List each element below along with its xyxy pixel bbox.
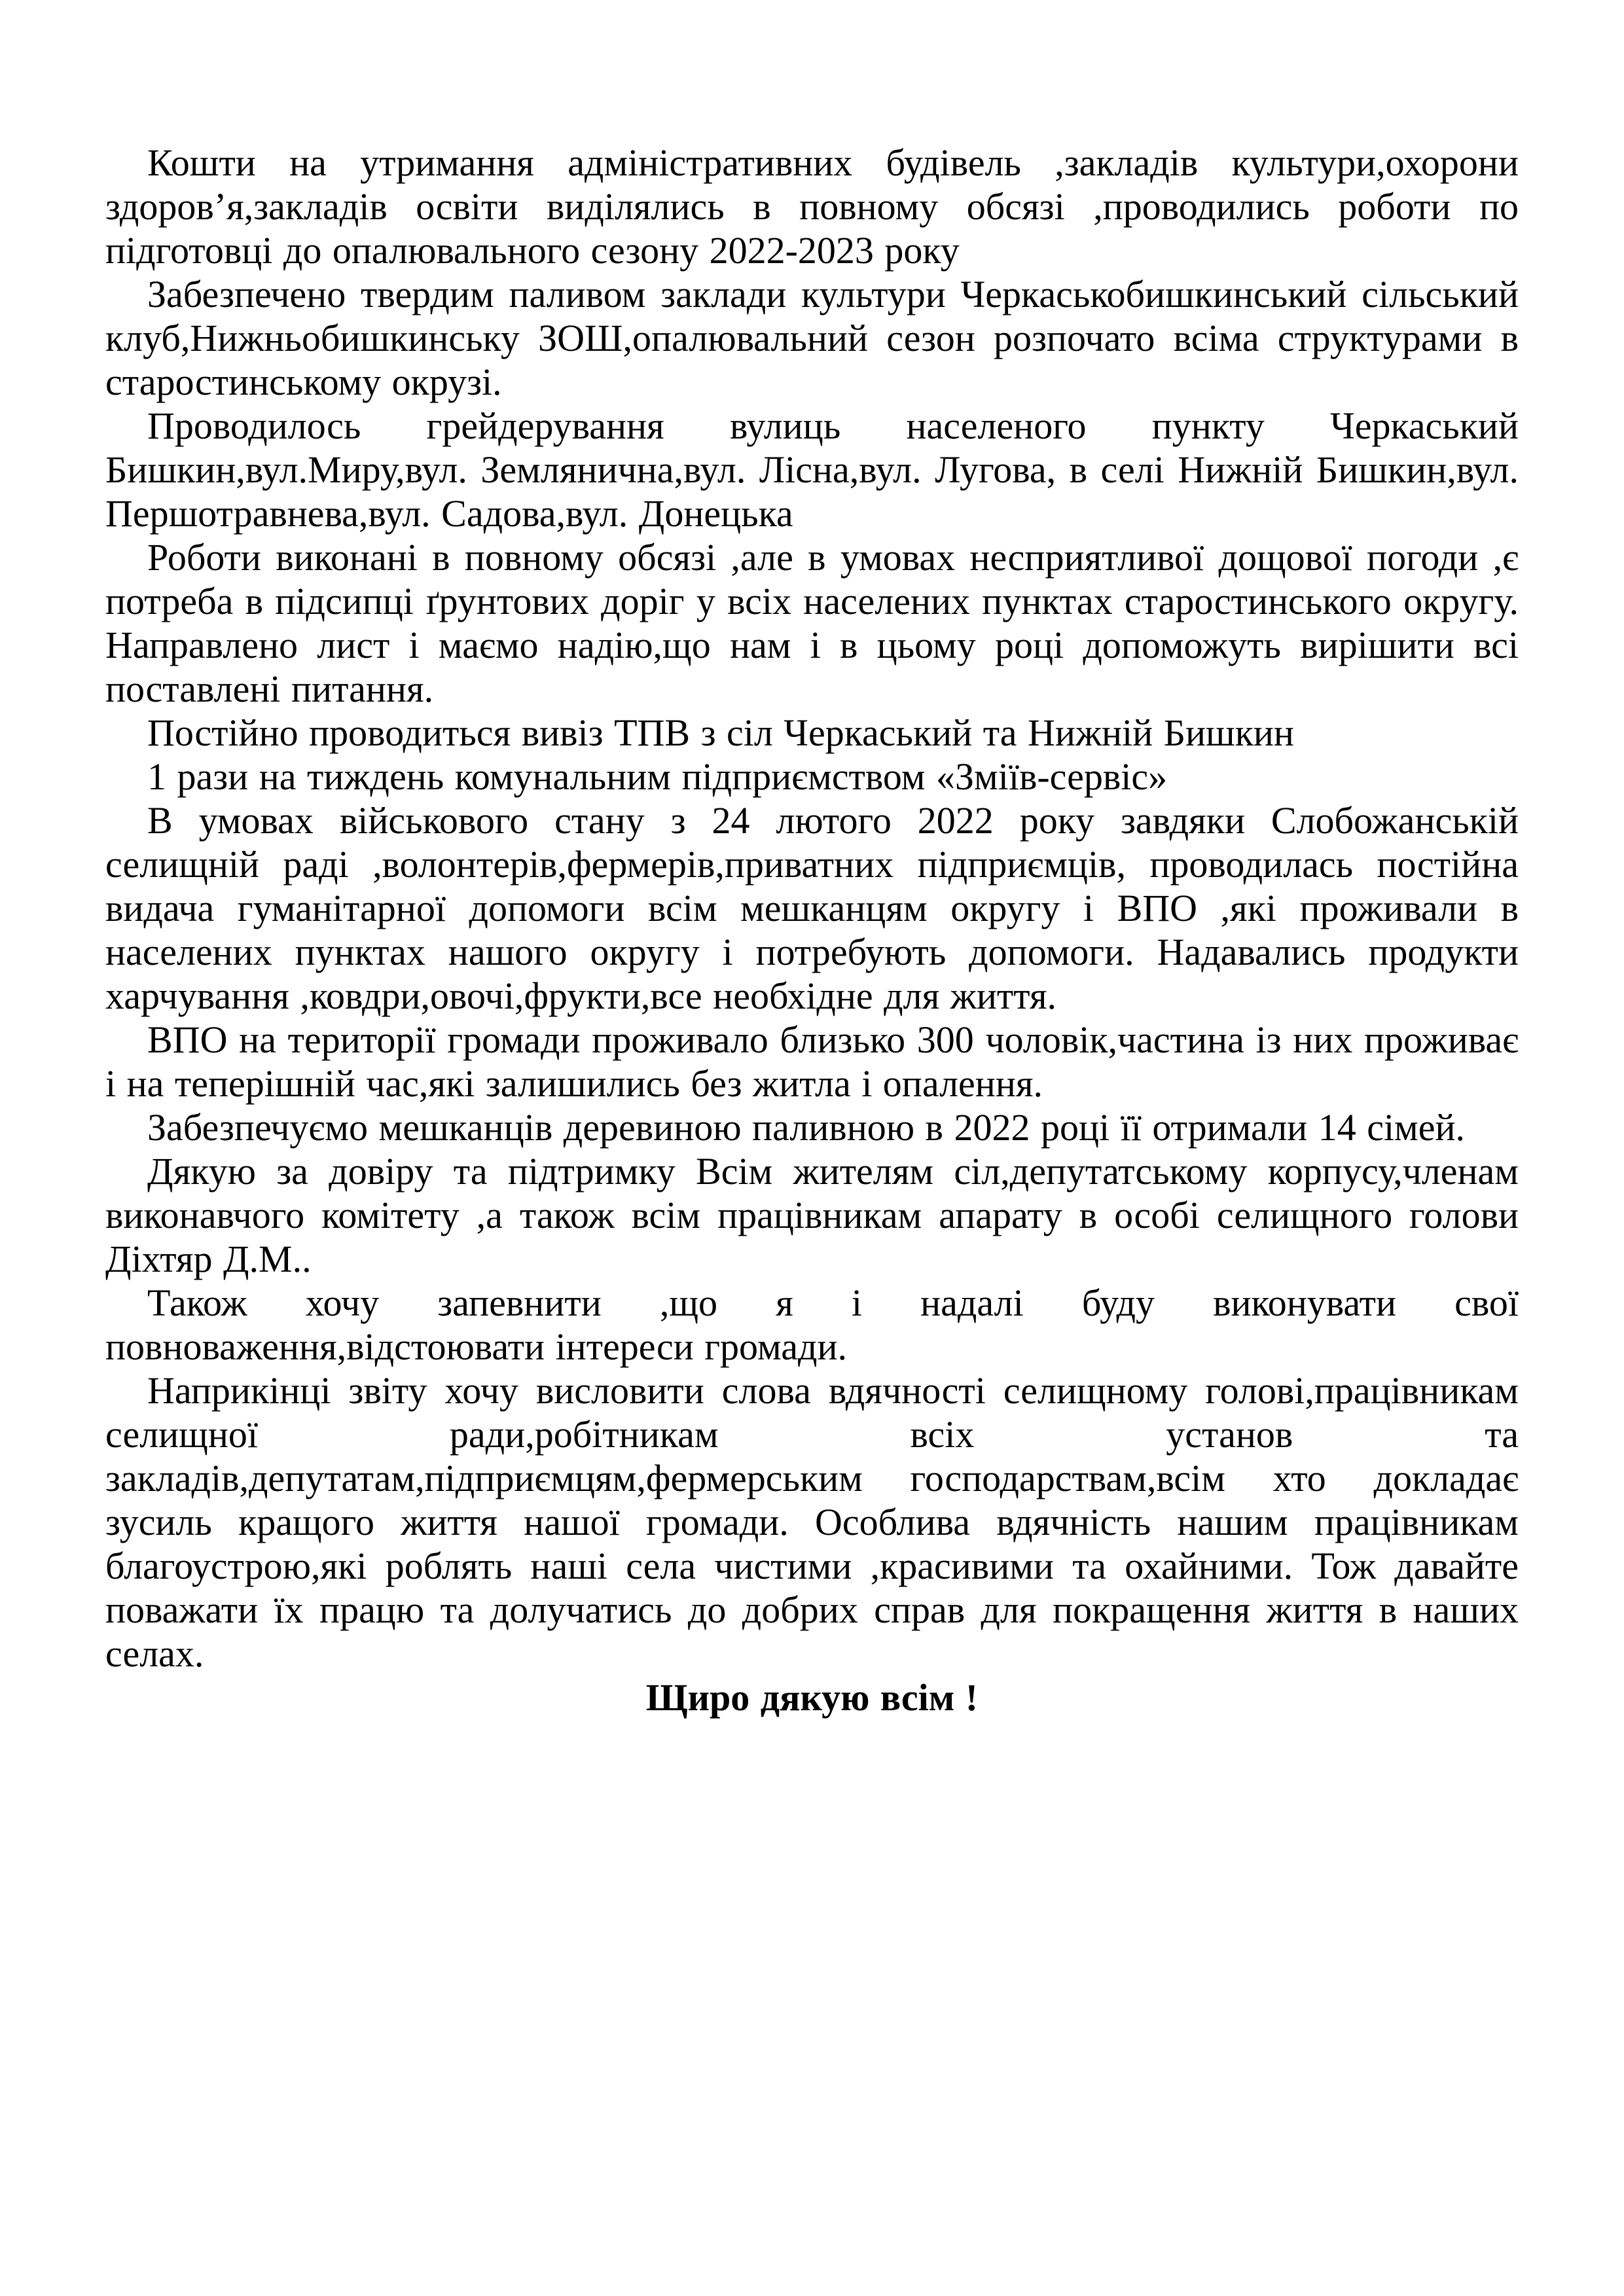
paragraph: Забезпечуємо мешканців деревиною паливною в 2022 році її отримали 14 сімей.	[147, 1106, 1466, 1149]
paragraph: Дякую за довіру та підтримку Всім жителям сіл,депутатському корпусу,членам виконавчого комітету ,а також всім працівникам апарату в особі селищного голови Діхтяр Д.М..	[105, 1150, 1519, 1280]
paragraph: Також хочу запевнити ,що я і надалі буду виконувати свої повноваження,відстоювати інтереси громади.	[105, 1282, 1519, 1368]
paragraph: Забезпечено твердим паливом заклади культури Черкаськобишкинський сільський клуб,Нижньобишкинську ЗОШ,опалювальний сезон розпочато всіма структурами в старостинському окрузі.	[105, 273, 1519, 403]
paragraph: ВПО на території громади проживало близько 300 чоловік,частина із них проживає і на теперішній час,які залишились без житла і опалення.	[105, 1018, 1519, 1105]
paragraph: Роботи виконані в повному обсязі ,але в умовах несприятливої дощової погоди ,є потреба в підсипці ґрунтових доріг у всіх населених пунктах старостинського округу. Направлено лист і маємо надію,що нам і в цьому році допоможуть вирішити всі поставлені питання.	[105, 536, 1519, 710]
paragraph: В умовах військового стану з 24 лютого 2022 року завдяки Слобожанській селищній раді ,волонтерів,фермерів,приватних підприємців, проводилась постійна видача гуманітарної допомоги всім мешканцям округу і ВПО ,які проживали в населених пунктах нашого округу і потребують допомоги. Надавались продукти харчування ,ковдри,овочі,фрукти,все необхідне для життя.	[105, 799, 1519, 1017]
paragraph: Постійно проводиться вивіз ТПВ з сіл Черкаський та Нижній Бишкин	[147, 711, 1294, 754]
paragraph: Проводилось грейдерування вулиць населеного пункту Черкаський Бишкин,вул.Миру,вул. Землянична,вул. Лісна,вул. Лугова, в селі Нижній Бишкин,вул. Першотравнева,вул. Садова,вул. Донецька	[105, 404, 1519, 535]
closing-line: Щиро дякую всім !	[645, 1676, 979, 1719]
paragraph: Кошти на утримання адміністративних будівель ,закладів культури,охорони здоров’я,закладів освіти виділялись в повному обсязі ,проводились роботи по підготовці до опалювального сезону 2022-2023 року	[105, 141, 1519, 272]
paragraph: 1 рази на тиждень комунальним підприємством «Зміїв-сервіс»	[147, 755, 1168, 798]
paragraph: Наприкінці звіту хочу висловити слова вдячності селищному голові,працівникам селищної ради,робітникам всіх установ та закладів,депутатам,підприємцям,фермерським господарствам,всім хто докладає зусиль кращого життя нашої громади. Особлива вдячність нашим працівникам благоустрою,які роблять наші села чистими ,красивими та охайними. Тож давайте поважати їх працю та долучатись до добрих справ для покращення життя в наших селах.	[105, 1369, 1519, 1675]
